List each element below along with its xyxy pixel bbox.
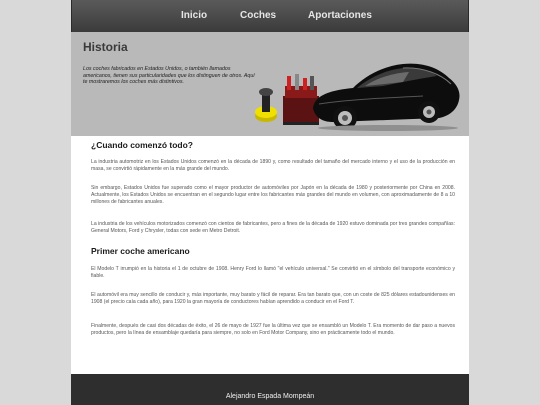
section-heading: ¿Cuando comenzó todo? (91, 140, 193, 150)
section-heading: Primer coche americano (91, 246, 190, 256)
paragraph: Sin embargo, Estados Unidos fue superado como el mayor productor de automóviles por Japón en la década de 1980 y posteriormente por China en 2008. Actualmente, los Estados Unidos se encuentran en el segundo lugar entre los fabricantes más grandes del mundo en volumen, con aproximadamente de 8 a 10 millones de fabricantes anuales. (91, 185, 455, 205)
paragraph: El automóvil era muy sencillo de conducir y, más importante, muy barato y fácil de reparar. Era tan barato que, con un coste de 825 dólares estadounidenses en 1908 (el precio caía cada año), para 1920 la gran mayoría de conductores habían aprendido a conducir en el Ford T. (91, 292, 455, 305)
nav-link-aportaciones[interactable]: Aportaciones (308, 10, 372, 21)
hero-description: Los coches fabricados en Estados Unidos, o también llamados americanos, tienen sus particularidades que los distinguen de otros. Aquí te mostraremos los coches más distintivos. (83, 66, 255, 86)
paragraph: La industria de los vehículos motorizados comenzó con cientos de fabricantes, pero a fines de la década de 1920 estuvo dominada por tres grandes compañías: General Motors, Ford y Chrysler, todas con sede en Metro Detroit. (91, 221, 455, 234)
main-content (71, 136, 469, 374)
paragraph: Finalmente, después de casi dos décadas de éxito, el 26 de mayo de 1927 fue la última vez que se ensambló un Modelo T. Era momento de dar paso a nuevos productos, pero la línea de ensamblaje quedaría para siempre, no solo en Ford Motor Company, sino en prácticamente todo el mundo. (91, 323, 455, 336)
page-container (71, 0, 469, 405)
black-sports-car-image (253, 46, 463, 132)
paragraph: El Modelo T irrumpió en la historia el 1 de octubre de 1908. Henry Ford lo llamó "el vehículo universal." Se convirtió en el símbolo del transporte económico y fiable. (91, 266, 455, 279)
nav-link-coches[interactable]: Coches (240, 10, 277, 21)
hero-banner (71, 32, 469, 136)
footer-author: Alejandro Espada Mompeán (225, 393, 315, 400)
hero-title: Historia (83, 40, 128, 54)
top-navigation (71, 0, 469, 32)
nav-link-inicio[interactable]: Inicio (181, 10, 208, 21)
paragraph: La industria automotriz en los Estados Unidos comenzó en la década de 1890 y, como resultado del tamaño del mercado interno y el uso de la producción en masa, se convirtió rápidamente en la más grande del mundo. (91, 159, 455, 172)
page-footer (71, 374, 469, 405)
